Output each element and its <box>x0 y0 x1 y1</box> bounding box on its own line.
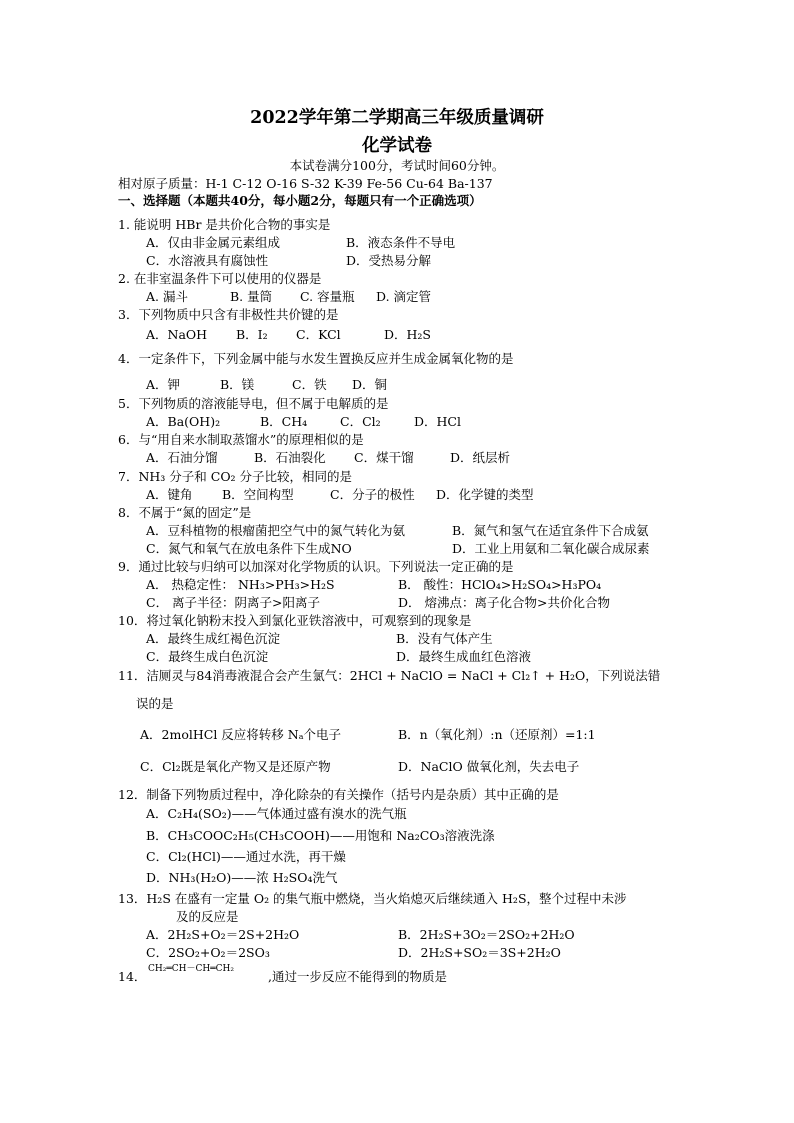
question-12-option-a: A．C₂H₄(SO₂)——气体通过盛有溴水的洗气瓶 <box>146 806 407 821</box>
question-13-option-d: D．2H₂S+SO₂＝3S+2H₂O <box>398 945 561 960</box>
question-4-option-c: C．铁 <box>292 377 327 392</box>
question-6-stem: 6．与“用自来水制取蒸馏水”的原理相似的是 <box>118 432 364 447</box>
question-13-stem-continued: 及的反应是 <box>176 909 239 924</box>
question-12-option-c: C．Cl₂(HCl)——通过水洗，再干燥 <box>146 849 346 864</box>
question-14-stem: ,通过一步反应不能得到的物质是 <box>268 969 447 984</box>
question-11-option-d: D．NaClO 做氧化剂，失去电子 <box>398 759 580 774</box>
exam-subtitle: 化学试卷 <box>362 136 432 156</box>
question-7-option-a: A．键角 <box>146 487 193 502</box>
question-2-stem: 2. 在非室温条件下可以使用的仪器是 <box>118 271 322 286</box>
question-1-option-b: B．液态条件不导电 <box>346 235 456 250</box>
question-3-stem: 3．下列物质中只含有非极性共价键的是 <box>118 307 339 322</box>
question-11-option-c: C．Cl₂既是氧化产物又是还原产物 <box>140 759 331 774</box>
question-2-option-b: B. 量筒 <box>230 289 273 304</box>
question-4-option-d: D．铜 <box>352 377 388 392</box>
question-3-option-b: B．I₂ <box>236 327 268 342</box>
question-8-option-b: B．氮气和氢气在适宜条件下合成氨 <box>452 523 649 538</box>
question-13-option-a: A．2H₂S+O₂＝2S+2H₂O <box>146 927 300 942</box>
question-9-option-a: A． 热稳定性： NH₃>PH₃>H₂S <box>146 577 335 592</box>
question-4-stem: 4．一定条件下，下列金属中能与水发生置换反应并生成金属氧化物的是 <box>118 351 514 366</box>
question-1-option-c: C．水溶液具有腐蚀性 <box>146 253 269 268</box>
question-1-option-d: D．受热易分解 <box>346 253 432 268</box>
question-3-option-a: A．NaOH <box>146 327 208 342</box>
question-7-stem: 7．NH₃ 分子和 CO₂ 分子比较，相同的是 <box>118 469 353 484</box>
question-8-stem: 8．不属于“氮的固定”是 <box>118 505 252 520</box>
question-7-option-d: D．化学键的类型 <box>436 487 534 502</box>
question-1-option-a: A．仅由非金属元素组成 <box>146 235 281 250</box>
question-3-option-c: C．KCl <box>296 327 341 342</box>
question-2-option-d: D. 滴定管 <box>376 289 432 304</box>
question-13-option-b: B．2H₂S+3O₂＝2SO₂+2H₂O <box>398 927 575 942</box>
question-5-option-a: A．Ba(OH)₂ <box>146 414 221 429</box>
question-2-option-a: A. 漏斗 <box>146 289 188 304</box>
question-11-option-a: A．2molHCl 反应将转移 Nₐ个电子 <box>140 727 342 742</box>
question-5-option-c: C．Cl₂ <box>340 414 381 429</box>
question-1-stem: 1. 能说明 HBr 是共价化合物的事实是 <box>118 217 331 232</box>
atomic-masses: 相对原子质量：H-1 C-12 O-16 S-32 K-39 Fe-56 Cu-64 Ba-137 <box>118 176 493 191</box>
question-4-option-a: A．钾 <box>146 377 181 392</box>
question-7-option-b: B．空间构型 <box>222 487 294 502</box>
question-12-option-d: D．NH₃(H₂O)——浓 H₂SO₄洗气 <box>146 870 338 885</box>
question-10-option-b: B．没有气体产生 <box>396 631 493 646</box>
question-8-option-d: D．工业上用氨和二氧化碳合成尿素 <box>452 541 650 556</box>
section-heading: 一、选择题（本题共40分，每小题2分，每题只有一个正确选项） <box>118 193 482 208</box>
question-10-option-d: D．最终生成血红色溶液 <box>396 649 532 664</box>
question-10-option-c: C．最终生成白色沉淀 <box>146 649 269 664</box>
question-9-stem: 9．通过比较与归纳可以加深对化学物质的认识。下列说法一定正确的是 <box>118 559 514 574</box>
question-2-option-c: C. 容量瓶 <box>300 289 355 304</box>
question-5-option-b: B．CH₄ <box>260 414 308 429</box>
exam-meta: 本试卷满分100分，考试时间60分钟。 <box>289 158 505 173</box>
question-5-stem: 5．下列物质的溶液能导电，但不属于电解质的是 <box>118 396 389 411</box>
question-3-option-d: D．H₂S <box>384 327 431 342</box>
question-12-stem: 12．制备下列物质过程中，净化除杂的有关操作（括号内是杂质）其中正确的是 <box>118 787 559 802</box>
question-8-option-c: C．氮气和氧气在放电条件下生成NO <box>146 541 352 556</box>
question-9-option-b: B． 酸性：HClO₄>H₂SO₄>H₃PO₄ <box>398 577 602 592</box>
question-4-option-b: B．镁 <box>220 377 255 392</box>
exam-title: 2022学年第二学期高三年级质量调研 <box>250 108 544 128</box>
question-11-option-b: B．n（氧化剂）:n（还原剂）=1:1 <box>398 727 596 742</box>
question-6-option-d: D．纸层析 <box>450 450 511 465</box>
question-9-option-d: D． 熔沸点：离子化合物>共价化合物 <box>398 595 610 610</box>
question-7-option-c: C．分子的极性 <box>330 487 415 502</box>
question-10-stem: 10．将过氧化钠粉末投入到氯化亚铁溶液中，可观察到的现象是 <box>118 613 472 628</box>
question-10-option-a: A．最终生成红褐色沉淀 <box>146 631 281 646</box>
question-6-option-a: A．石油分馏 <box>146 450 218 465</box>
question-5-option-d: D．HCl <box>414 414 461 429</box>
butadiene-structure: CH₂═CH－CH═CH₂ <box>148 964 234 974</box>
question-13-option-c: C．2SO₂+O₂＝2SO₃ <box>146 945 270 960</box>
question-8-option-a: A．豆科植物的根瘤菌把空气中的氮气转化为氨 <box>146 523 406 538</box>
question-14-number: 14． <box>118 969 147 984</box>
question-11-stem-continued: 误的是 <box>136 696 174 711</box>
question-6-option-c: C．煤干馏 <box>354 450 414 465</box>
question-9-option-c: C． 离子半径：阴离子>阳离子 <box>146 595 321 610</box>
question-12-option-b: B．CH₃COOC₂H₅(CH₃COOH)——用饱和 Na₂CO₃溶液洗涤 <box>146 828 495 843</box>
question-11-stem: 11．洁厕灵与84消毒液混合会产生氯气：2HCl + NaClO = NaCl + Cl₂↑ + H₂O，下列说法错 <box>118 668 661 683</box>
question-13-stem: 13．H₂S 在盛有一定量 O₂ 的集气瓶中燃烧，当火焰熄灭后继续通入 H₂S，整个过程中未涉 <box>118 891 627 906</box>
question-6-option-b: B．石油裂化 <box>254 450 326 465</box>
